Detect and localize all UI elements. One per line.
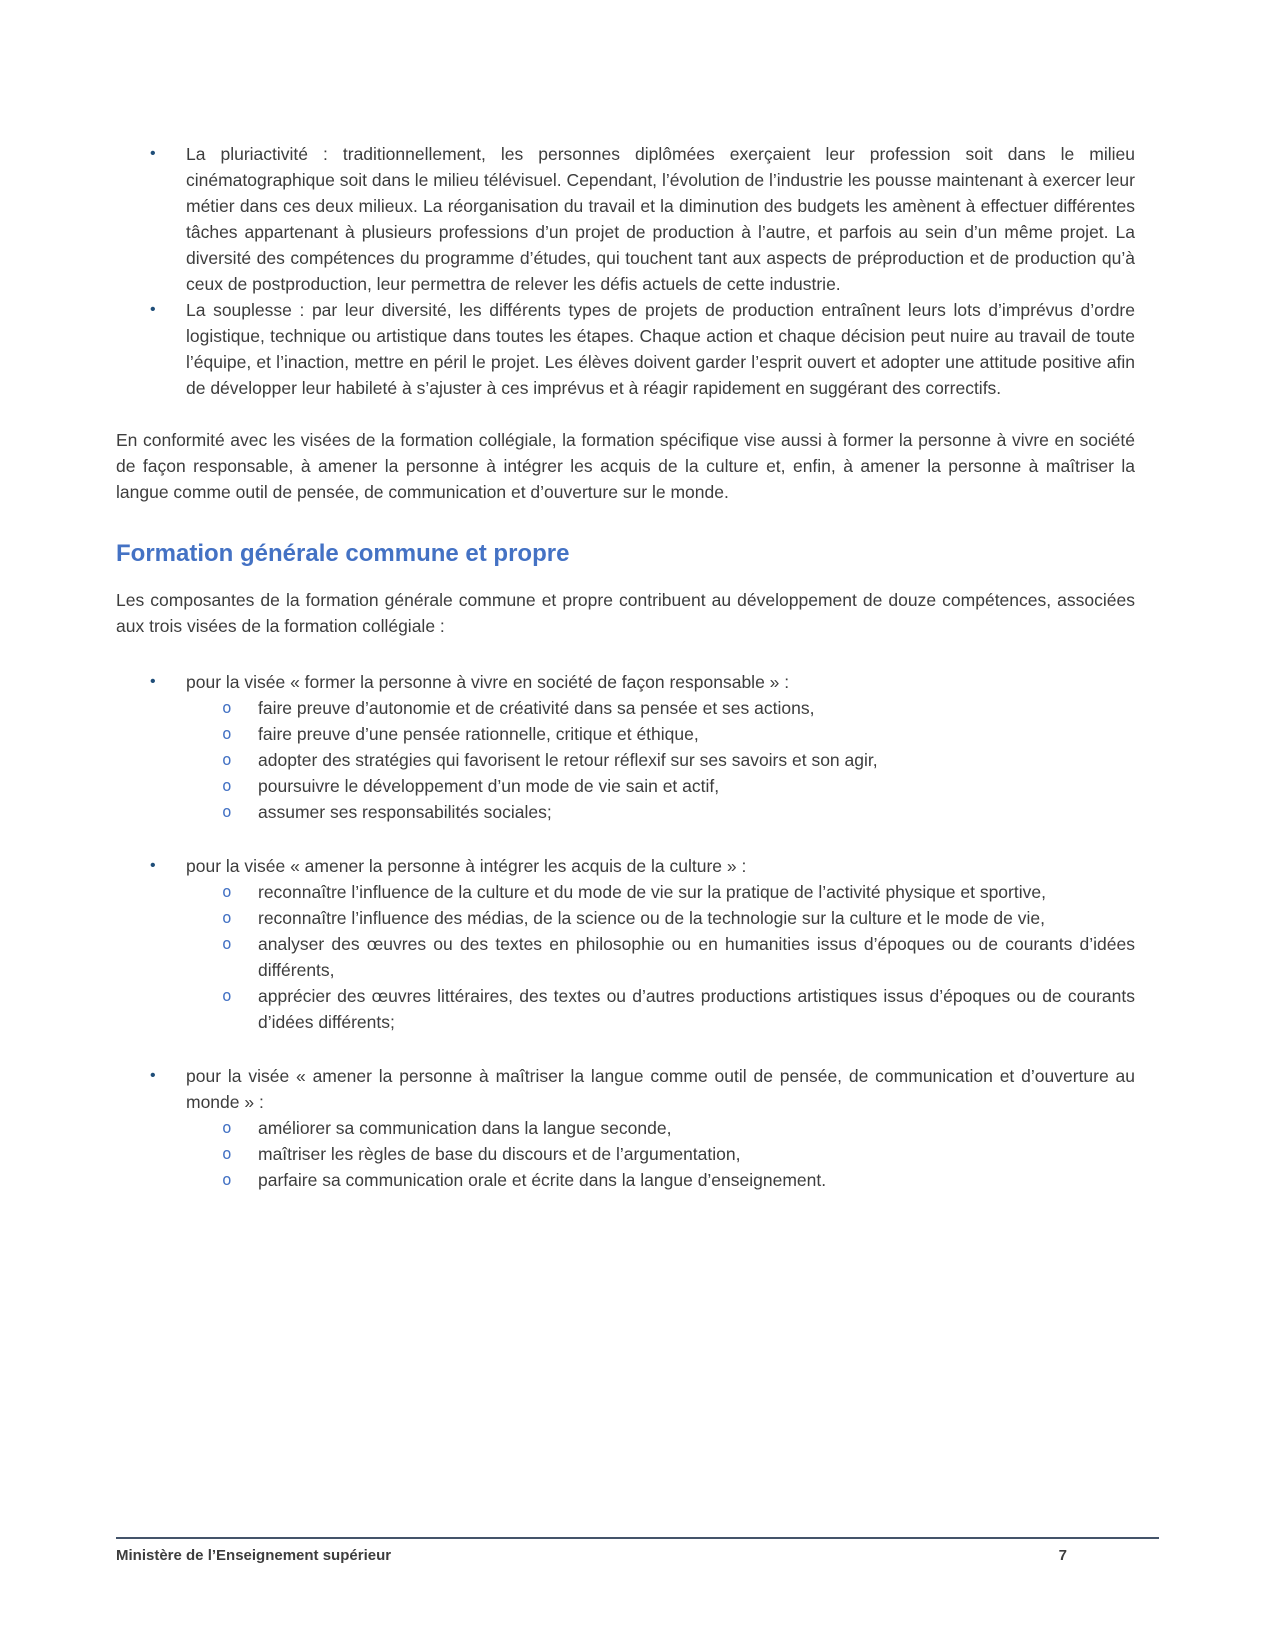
- list-item: [116, 141, 1135, 297]
- circle-bullet-icon: o: [222, 776, 232, 795]
- sub-list-item: [116, 983, 1135, 1035]
- sub-item-text: reconnaître l’influence de la culture et du mode de vie sur la pratique de l’activité physique et sportive,: [258, 882, 1046, 902]
- sub-item-text: faire preuve d’autonomie et de créativité dans sa pensée et ses actions,: [258, 698, 815, 718]
- visee-block: [116, 1063, 1135, 1193]
- body-paragraph: Les composantes de la formation générale commune et propre contribuent au développement de douze compétences, associées aux trois visées de la formation collégiale :: [116, 590, 1135, 636]
- bullet-icon: •: [150, 301, 156, 318]
- sub-list-item: [116, 1167, 1135, 1193]
- visee-block: [116, 853, 1135, 1035]
- sub-item-text: parfaire sa communication orale et écrite dans la langue d’enseignement.: [258, 1170, 827, 1190]
- bullet-icon: •: [150, 145, 156, 162]
- page-footer: [116, 1537, 1159, 1565]
- circle-bullet-icon: o: [222, 1170, 232, 1189]
- list-item: [116, 297, 1135, 401]
- sub-item-text: adopter des stratégies qui favorisent le retour réflexif sur ses savoirs et son agir,: [258, 750, 878, 770]
- visee-label: pour la visée « amener la personne à maîtriser la langue comme outil de pensée, de communication et d’ouverture au monde » :: [186, 1066, 1135, 1112]
- circle-bullet-icon: o: [222, 1118, 232, 1137]
- sub-list-item: [116, 747, 1135, 773]
- sub-item-text: assumer ses responsabilités sociales;: [258, 802, 552, 822]
- footer-ministry-label: Ministère de l’Enseignement supérieur: [116, 1547, 392, 1564]
- list-item: [116, 853, 1135, 879]
- visee-label: pour la visée « amener la personne à intégrer les acquis de la culture » :: [186, 856, 747, 876]
- visee-label: pour la visée « former la personne à vivre en société de façon responsable » :: [186, 672, 790, 692]
- circle-bullet-icon: o: [222, 1144, 232, 1163]
- list-item: [116, 1063, 1135, 1115]
- sub-list-item: [116, 905, 1135, 931]
- sub-item-text: maîtriser les règles de base du discours et de l’argumentation,: [258, 1144, 741, 1164]
- sub-list-item: [116, 721, 1135, 747]
- sub-item-text: faire preuve d’une pensée rationnelle, critique et éthique,: [258, 724, 699, 744]
- list-item: [116, 669, 1135, 695]
- body-paragraph: En conformité avec les visées de la formation collégiale, la formation spécifique vise aussi à former la personne à vivre en société de façon responsable, à amener la personne à intégrer les acquis de la culture et, enfin, à amener la personne à maîtriser la langue comme outil de pensée, de communication et d’ouverture sur le monde.: [116, 430, 1135, 502]
- sub-item-text: reconnaître l’influence des médias, de la science ou de la technologie sur la culture et le mode de vie,: [258, 908, 1045, 928]
- sub-list-item: [116, 1115, 1135, 1141]
- bullet-text: La pluriactivité : traditionnellement, les personnes diplômées exerçaient leur profession soit dans le milieu cinématographique soit dans le milieu télévisuel. Cependant, l’évolution de l’industrie les pousse maintenant à exercer leur métier dans ces deux milieux. La réorganisation du travail et la diminution des budgets les amènent à effectuer différentes tâches appartenant à plusieurs professions d’un projet de production à l’autre, et parfois au sein d’un même projet. La diversité des compétences du programme d’études, qui touchent tant aux aspects de préproduction et de production qu’à ceux de postproduction, leur permettra de relever les défis actuels de cette industrie.: [186, 144, 1135, 294]
- circle-bullet-icon: o: [222, 802, 232, 821]
- circle-bullet-icon: o: [222, 986, 232, 1005]
- sub-list-item: [116, 1141, 1135, 1167]
- page-number: 7: [1058, 1547, 1067, 1564]
- bullet-icon: •: [150, 857, 156, 874]
- circle-bullet-icon: o: [222, 934, 232, 953]
- visee-block: [116, 669, 1135, 825]
- sub-item-text: améliorer sa communication dans la langue seconde,: [258, 1118, 672, 1138]
- circle-bullet-icon: o: [222, 750, 232, 769]
- sub-item-text: poursuivre le développement d’un mode de vie sain et actif,: [258, 776, 720, 796]
- sub-list-item: [116, 799, 1135, 825]
- sub-list-item: [116, 773, 1135, 799]
- circle-bullet-icon: o: [222, 882, 232, 901]
- section-heading: Formation générale commune et propre: [116, 540, 570, 567]
- sub-list-item: [116, 931, 1135, 983]
- sub-item-text: analyser des œuvres ou des textes en philosophie ou en humanities issus d’époques ou de courants d’idées différents,: [258, 934, 1135, 980]
- bullet-text: La souplesse : par leur diversité, les différents types de projets de production entraînent leurs lots d’imprévus d’ordre logistique, technique ou artistique dans toutes les étapes. Chaque action et chaque décision peut nuire au travail de toute l’équipe, et l’inaction, mettre en péril le projet. Les élèves doivent garder l’esprit ouvert et adopter une attitude positive afin de développer leur habileté à s’ajuster à ces imprévus et à réagir rapidement en suggérant des correctifs.: [186, 300, 1135, 398]
- sub-list-item: [116, 695, 1135, 721]
- circle-bullet-icon: o: [222, 698, 232, 717]
- bullet-icon: •: [150, 1067, 156, 1084]
- circle-bullet-icon: o: [222, 908, 232, 927]
- sub-list-item: [116, 879, 1135, 905]
- bullet-icon: •: [150, 673, 156, 690]
- sub-item-text: apprécier des œuvres littéraires, des textes ou d’autres productions artistiques issus d’époques ou de courants d’idées différents;: [258, 986, 1135, 1032]
- circle-bullet-icon: o: [222, 724, 232, 743]
